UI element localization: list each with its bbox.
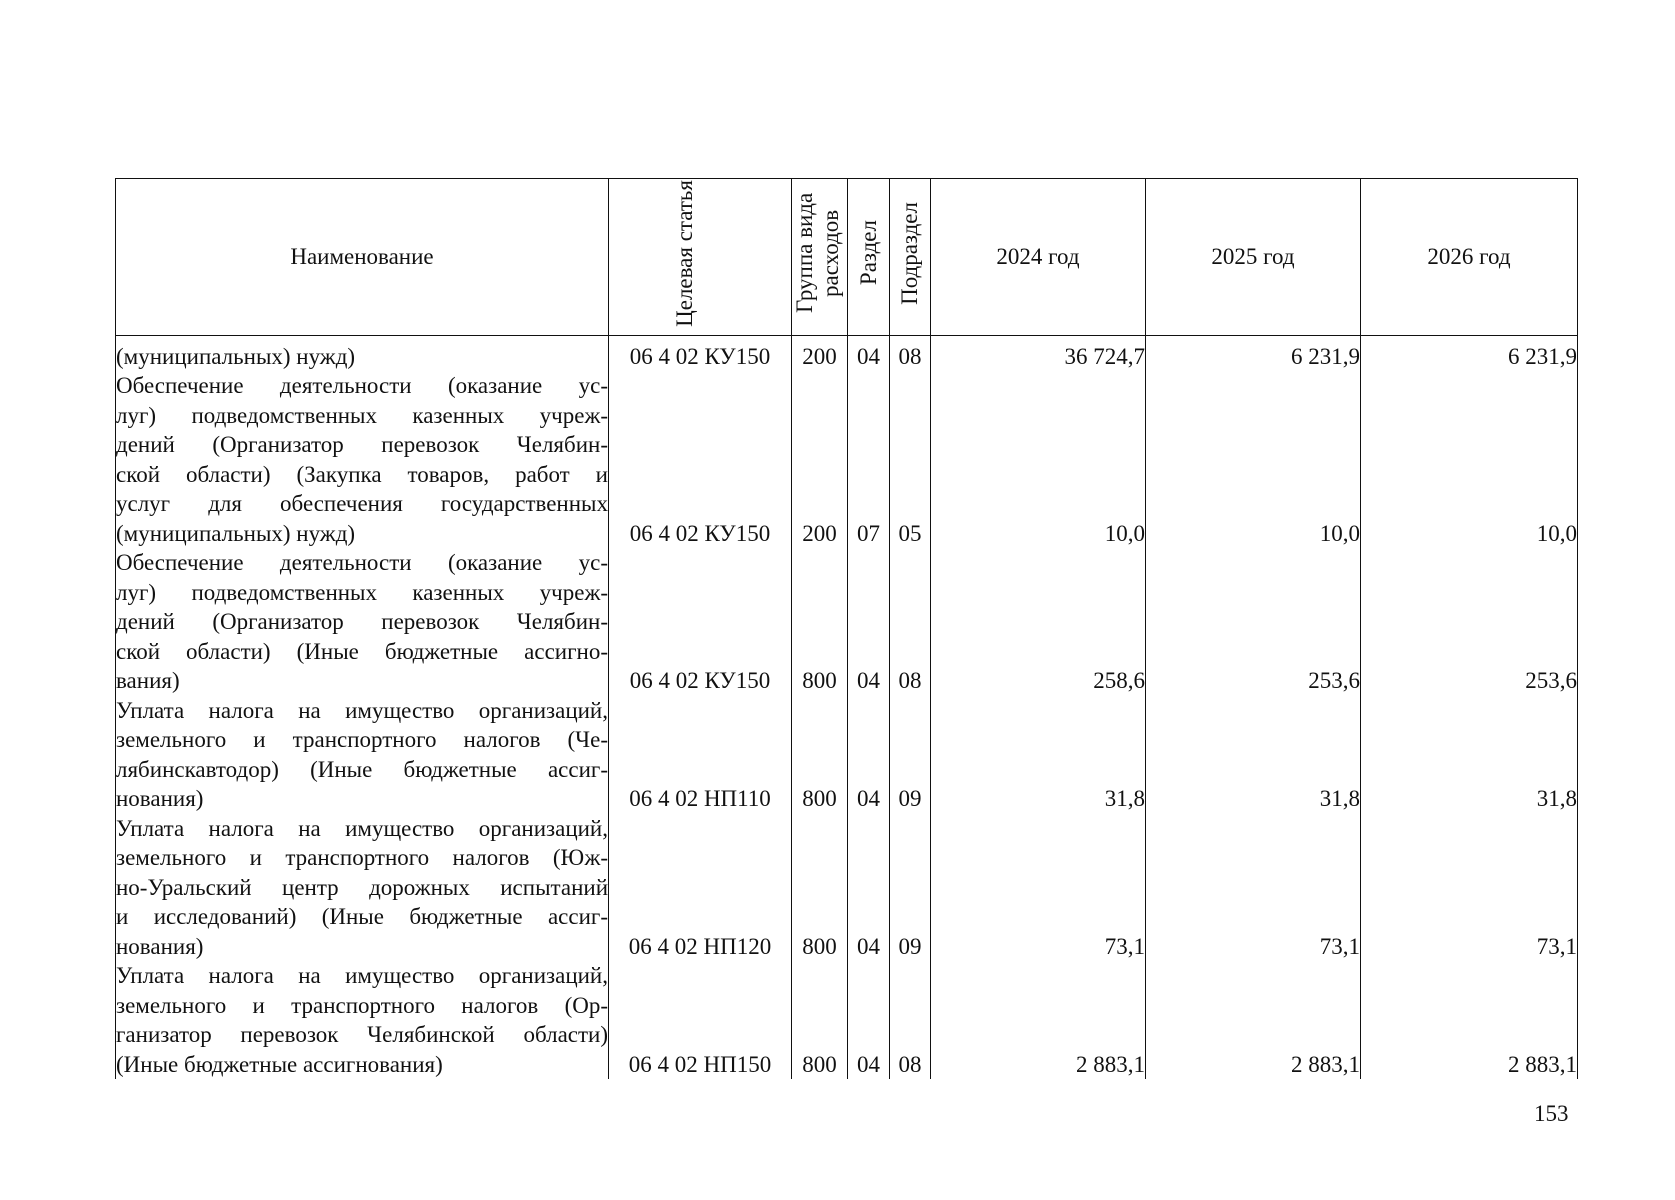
row-name: [116, 548, 609, 696]
row-target-article: 06 4 02 КУ150: [609, 548, 792, 696]
row-target-article: 06 4 02 КУ150: [609, 371, 792, 548]
row-expense-group: 200: [792, 371, 848, 548]
row-name-line: нования): [116, 786, 204, 811]
row-subsection: 08: [890, 961, 931, 1079]
table-row: [116, 961, 1578, 1079]
table-row: [116, 696, 1578, 814]
table-row: [116, 548, 1578, 696]
row-name-line: (Иные бюджетные ассигнования): [116, 1051, 443, 1077]
row-subsection: 09: [890, 814, 931, 962]
row-name: [116, 961, 609, 1079]
row-name-line: ганизатор перевозок Челябинской области): [116, 1022, 608, 1047]
row-name-line: но-Уральский центр дорожных испытаний: [116, 874, 608, 900]
header-target-article: Целевая статья: [609, 179, 792, 336]
row-subsection: 09: [890, 696, 931, 814]
row-target-article: 06 4 02 НП120: [609, 814, 792, 962]
header-expense-group: Группа вида расходов: [792, 179, 848, 336]
table-row: [116, 814, 1578, 962]
row-section: 07: [848, 371, 890, 548]
row-name-line: Обеспечение деятельности (оказание ус-: [116, 550, 608, 575]
row-name-line: ской области) (Иные бюджетные ассигно-: [116, 638, 608, 664]
row-target-article: 06 4 02 КУ150: [609, 335, 792, 371]
header-name: Наименование: [116, 179, 609, 336]
row-amount-2024: 10,0: [931, 371, 1146, 548]
row-name-line: нования): [116, 933, 204, 959]
row-name: [116, 335, 609, 371]
row-expense-group: 800: [792, 961, 848, 1079]
row-subsection: 08: [890, 335, 931, 371]
row-amount-2024: 36 724,7: [931, 335, 1146, 371]
row-amount-2025: 10,0: [1146, 371, 1361, 548]
row-name-line: (муниципальных) нужд): [116, 520, 356, 546]
row-section: 04: [848, 335, 890, 371]
row-name-line: земельного и транспортного налогов (Че-: [116, 727, 608, 752]
budget-table: [115, 178, 1578, 1079]
header-year-2025: 2025 год: [1146, 179, 1361, 336]
row-amount-2024: 258,6: [931, 548, 1146, 696]
row-name-line: дений (Организатор перевозок Челябин-: [116, 609, 608, 634]
header-year-2026: 2026 год: [1361, 179, 1578, 336]
row-amount-2026: 10,0: [1361, 371, 1578, 548]
row-name: [116, 696, 609, 814]
row-name-line: лябинскавтодор) (Иные бюджетные ассиг-: [116, 756, 608, 782]
table-row: [116, 335, 1578, 371]
row-name: [116, 814, 609, 962]
row-name: [116, 371, 609, 548]
table-row: [116, 371, 1578, 548]
row-amount-2025: 6 231,9: [1146, 335, 1361, 371]
row-name-line: и исследований) (Иные бюджетные ассиг-: [116, 904, 608, 929]
row-amount-2024: 73,1: [931, 814, 1146, 962]
row-target-article: 06 4 02 НП150: [609, 961, 792, 1079]
row-expense-group: 800: [792, 814, 848, 962]
row-amount-2024: 2 883,1: [931, 961, 1146, 1079]
row-amount-2024: 31,8: [931, 696, 1146, 814]
row-amount-2025: 2 883,1: [1146, 961, 1361, 1079]
header-subsection: Подраздел: [890, 179, 931, 336]
row-expense-group: 800: [792, 548, 848, 696]
row-amount-2026: 2 883,1: [1361, 961, 1578, 1079]
row-name-line: луг) подведомственных казенных учреж-: [116, 402, 608, 428]
row-name-line: ской области) (Закупка товаров, работ и: [116, 461, 608, 487]
row-amount-2025: 31,8: [1146, 696, 1361, 814]
table-body: [116, 335, 1578, 1079]
row-name-line: Уплата налога на имущество организаций,: [116, 963, 608, 988]
row-subsection: 05: [890, 371, 931, 548]
row-name-line: Уплата налога на имущество организаций,: [116, 697, 608, 723]
row-name-line: услуг для обеспечения государственных: [116, 491, 608, 516]
row-name-line: Уплата налога на имущество организаций,: [116, 815, 608, 841]
row-expense-group: 800: [792, 696, 848, 814]
row-name-line: Обеспечение деятельности (оказание ус-: [116, 373, 608, 398]
row-expense-group: 200: [792, 335, 848, 371]
header-year-2024: 2024 год: [931, 179, 1146, 336]
row-name-line: (муниципальных) нужд): [116, 343, 356, 369]
row-amount-2026: 253,6: [1361, 548, 1578, 696]
row-amount-2025: 253,6: [1146, 548, 1361, 696]
row-amount-2026: 6 231,9: [1361, 335, 1578, 371]
page-number: 153: [1534, 1101, 1569, 1126]
row-amount-2026: 73,1: [1361, 814, 1578, 962]
row-name-line: вания): [116, 668, 180, 693]
row-amount-2025: 73,1: [1146, 814, 1361, 962]
row-name-line: земельного и транспортного налогов (Юж-: [116, 845, 608, 870]
row-amount-2026: 31,8: [1361, 696, 1578, 814]
row-subsection: 08: [890, 548, 931, 696]
row-section: 04: [848, 814, 890, 962]
header-section: Раздел: [848, 179, 890, 336]
row-section: 04: [848, 696, 890, 814]
row-section: 04: [848, 961, 890, 1079]
row-name-line: луг) подведомственных казенных учреж-: [116, 579, 608, 605]
row-name-line: дений (Организатор перевозок Челябин-: [116, 432, 608, 457]
row-name-line: земельного и транспортного налогов (Ор-: [116, 992, 608, 1018]
table-header: [116, 179, 1578, 336]
row-target-article: 06 4 02 НП110: [609, 696, 792, 814]
row-section: 04: [848, 548, 890, 696]
